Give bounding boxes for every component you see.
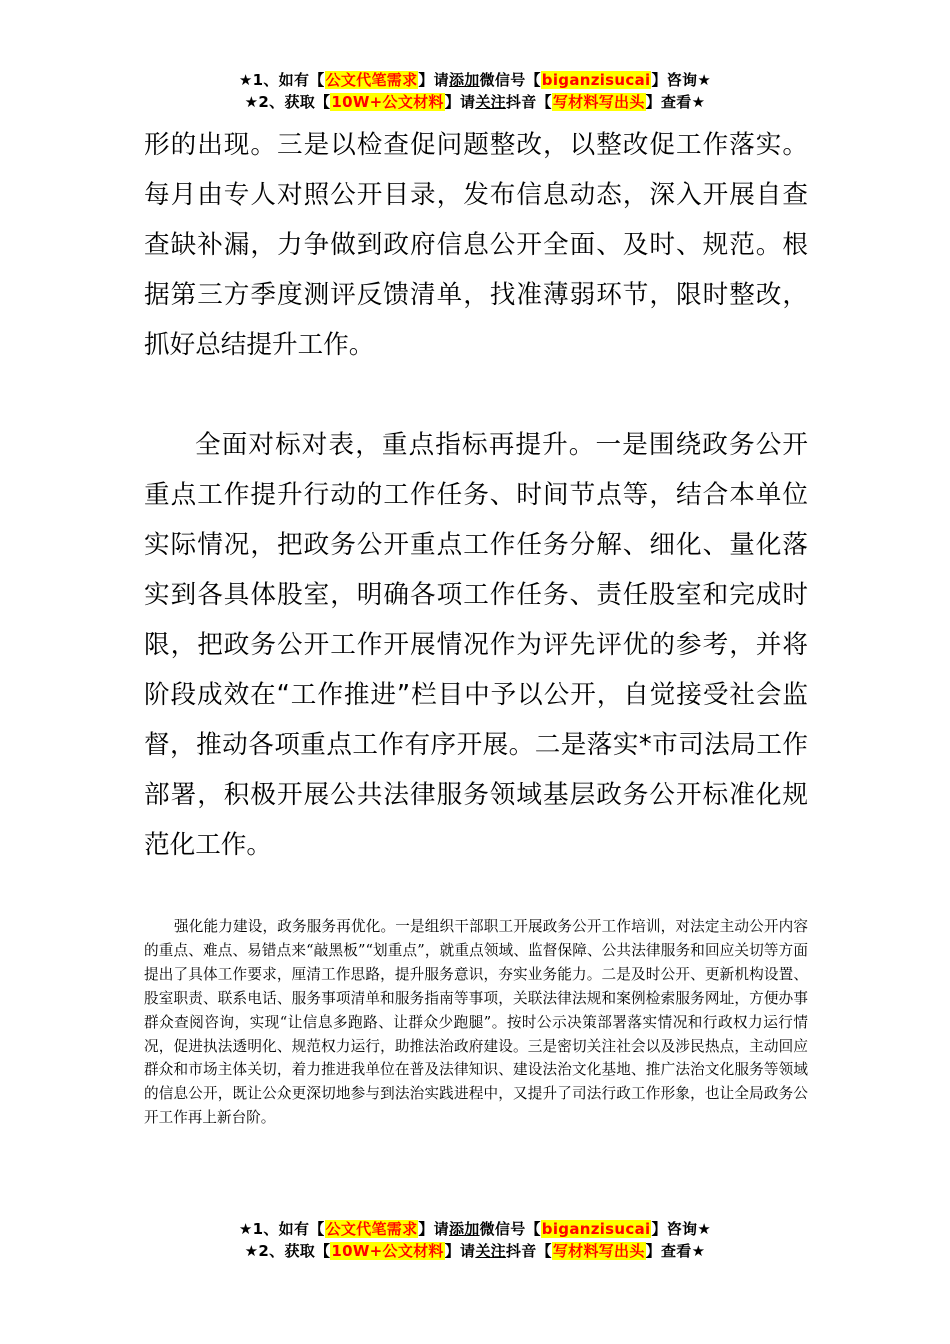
- banner-text: 】查看★: [645, 1242, 706, 1260]
- banner-text: 】请: [444, 1242, 476, 1260]
- banner-underlined: 关注: [475, 1242, 506, 1260]
- banner-text: 】咨询★: [651, 1220, 712, 1238]
- banner-underlined: 添加: [448, 71, 480, 89]
- banner-text: 微信号【: [479, 1220, 541, 1238]
- banner-text: 】请: [418, 71, 449, 89]
- banner-text: 微信号【: [479, 71, 541, 89]
- banner-line-2: [0, 1240, 950, 1262]
- banner-text: 】咨询★: [651, 71, 712, 89]
- banner-highlight: 写材料写出头: [552, 1242, 645, 1260]
- banner-highlight: 公文代笔需求: [325, 1220, 418, 1238]
- banner-text: 】请: [444, 93, 476, 111]
- paragraph-3: 强化能力建设，政务服务再优化。一是组织干部职工开展政务公开工作培训，对法定主动公开内容的重点、难点、易错点来“敲黑板”“划重点”，就重点领域、监督保障、公共法律服务和回应关切等方面提出了具体工作要求，厘清工作思路，提升服务意识，夯实业务能力。二是及时公开、更新机构设置、股室职责、联系电话、服务事项清单和服务指南等事项，关联法律法规和案例检索服务网址，方便办事群众查阅咨询，实现“让信息多跑路、让群众少跑腿”。按时公示决策部署落实情况和行政权力运行情况，促进执法透明化、规范权力运行，助推法治政府建设。三是密切关注社会以及涉民热点，主动回应群众和市场主体关切，着力推进我单位在普及法律知识、建设法治文化基地、推广法治文化服务等领域的信息公开，既让公众更深切地参与到法治实践进程中，又提升了司法行政工作形象，也让全局政务公开工作再上新台阶。: [144, 918, 808, 1127]
- banner-text: ★1、如有【: [238, 1220, 325, 1238]
- banner-text: ★1、如有【: [238, 71, 325, 89]
- banner-text: 】请: [418, 1220, 449, 1238]
- banner-highlight: 写材料写出头: [552, 93, 645, 111]
- banner-text: 抖音【: [505, 1242, 552, 1260]
- banner-text: 】查看★: [645, 93, 706, 111]
- banner-line-1: [0, 69, 950, 91]
- banner-line-1: [0, 1218, 950, 1240]
- banner-text: 抖音【: [505, 93, 552, 111]
- banner-highlight: 10W+公文材料: [331, 93, 444, 111]
- banner-wechat-id: biganzisucai: [541, 1220, 651, 1238]
- paragraph-1: 形的出现。三是以检查促问题整改，以整改促工作落实。每月由专人对照公开目录，发布信息动态，深入开展自查查缺补漏，力争做到政府信息公开全面、及时、规范。根据第三方季度测评反馈清单，找准薄弱环节，限时整改，抓好总结提升工作。: [144, 130, 808, 360]
- paragraph-2: 全面对标对表，重点指标再提升。一是围绕政务公开重点工作提升行动的工作任务、时间节点等，结合本单位实际情况，把政务公开重点工作任务分解、细化、量化落实到各具体股室，明确各项工作任务、责任股室和完成时限，把政务公开工作开展情况作为评先评优的参考，并将阶段成效在“工作推进”栏目中予以公开，自觉接受社会监督，推动各项重点工作有序开展。二是落实*市司法局工作部署，积极开展公共法律服务领域基层政务公开标准化规范化工作。: [144, 430, 808, 860]
- banner-line-2: [0, 91, 950, 113]
- banner-highlight: 公文代笔需求: [325, 71, 418, 89]
- banner-highlight: 10W+公文材料: [331, 1242, 444, 1260]
- footer-banner: [0, 1218, 950, 1262]
- header-banner: [0, 69, 950, 113]
- banner-wechat-id: biganzisucai: [541, 71, 651, 89]
- banner-text: ★2、获取【: [244, 93, 331, 111]
- banner-underlined: 添加: [448, 1220, 480, 1238]
- banner-text: ★2、获取【: [244, 1242, 331, 1260]
- banner-underlined: 关注: [475, 93, 506, 111]
